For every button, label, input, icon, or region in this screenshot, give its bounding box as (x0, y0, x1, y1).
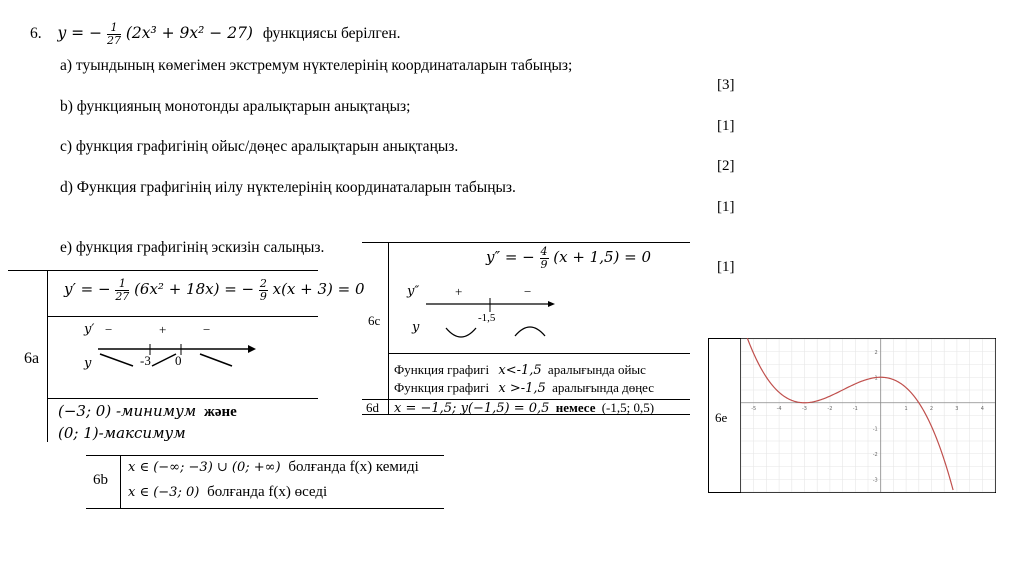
part-c-text: c) функция графигінің ойыс/дөңес аралықтарын анықтаңыз. (60, 138, 459, 155)
x-tick-label: 1 (904, 405, 908, 412)
second-derivative-equation: y″ = − $\frac{4}{9}$ (x + 1,5) = 0 (486, 245, 652, 271)
function-fraction: $\frac{1}{27}$ (106, 21, 121, 47)
answer-6d-label: 6d (366, 400, 379, 415)
second-sign-row-label: y″ (407, 284, 420, 299)
x-tick-label: 2 (929, 405, 934, 412)
fn-row-label: y (84, 356, 92, 371)
y-tick-label: -2 (872, 451, 878, 458)
part-e-mark: [1] (717, 259, 735, 275)
concave-statement: Функция графигі x<-1,5 аралығында ойыс (394, 362, 646, 378)
decreasing-interval: x ∈ (−∞; −3) ∪ (0; +∞) болғанда f(x) кемиді (128, 459, 419, 475)
x-tick-label: 3 (955, 405, 959, 412)
question-number: 6. (30, 25, 42, 43)
part-a-mark: [3] (717, 77, 735, 93)
maximum-text: (0; 1)-максимум (58, 424, 186, 442)
function-body: (2x³ + 9x² − 27) (125, 24, 253, 43)
y-tick-label: 1 (874, 375, 878, 382)
sign-row-label: y′ (84, 322, 95, 337)
sign-1: − (105, 322, 113, 337)
x-tick-label: -3 (802, 405, 807, 412)
second-fn-row-label: y (412, 320, 420, 335)
function-lhs: y = − (57, 24, 103, 43)
y-tick-label: 2 (874, 349, 878, 356)
inflection-point-text: x = −1,5; y(−1,5) = 0,5 немесе (-1,5; 0,5) (394, 400, 655, 416)
answer-6b-label: 6b (93, 472, 108, 488)
convex-statement: Функция графигі x >-1,5 аралығында дөңес (394, 380, 655, 396)
function-curve (747, 338, 953, 490)
part-e-text: e) функция графигінің эскизін салыңыз. (60, 239, 325, 256)
minimum-text: (−3; 0) -минимум және (58, 402, 237, 420)
function-graph (741, 339, 995, 492)
answer-6a-label: 6a (24, 350, 40, 367)
inflection-x-label: -1,5 (478, 312, 496, 324)
sign-3: − (203, 322, 211, 337)
sign-2: + (159, 322, 167, 337)
critical-point-2: 0 (175, 353, 182, 368)
x-tick-label: -1 (852, 405, 858, 412)
first-derivative-equation: y′ = − $\frac{1}{27}$ (6x² + 18x) = − $\frac{2}{9}$ x(x + 3) = 0 (64, 277, 365, 303)
second-sign-1: + (455, 284, 463, 299)
critical-point-1: -3 (140, 353, 151, 368)
x-tick-label: -2 (827, 405, 833, 412)
answer-6e-label: 6e (715, 410, 728, 425)
part-a-text: a) туындының көмегімен экстремум нүктелерінің координаталарын табыңыз; (60, 57, 573, 74)
x-tick-label: -5 (751, 405, 757, 412)
question-intro: функциясы берілген. (262, 25, 401, 43)
x-tick-label: 4 (980, 405, 984, 412)
y-tick-label: -3 (872, 477, 878, 484)
part-c-mark: [2] (717, 158, 735, 174)
answer-6c-label: 6c (368, 313, 381, 328)
second-sign-2: − (524, 284, 532, 299)
part-b-text: b) функцияның монотонды аралықтарын анықтаңыз; (60, 98, 411, 115)
part-d-text: d) Функция графигінің иілу нүктелерінің координаталарын табыңыз. (60, 179, 516, 196)
increasing-interval: x ∈ (−3; 0) болғанда f(x) өседі (128, 484, 328, 500)
part-b-mark: [1] (717, 118, 735, 134)
x-tick-label: -4 (776, 405, 782, 412)
part-d-mark: [1] (717, 199, 735, 215)
y-tick-label: -1 (872, 426, 878, 433)
